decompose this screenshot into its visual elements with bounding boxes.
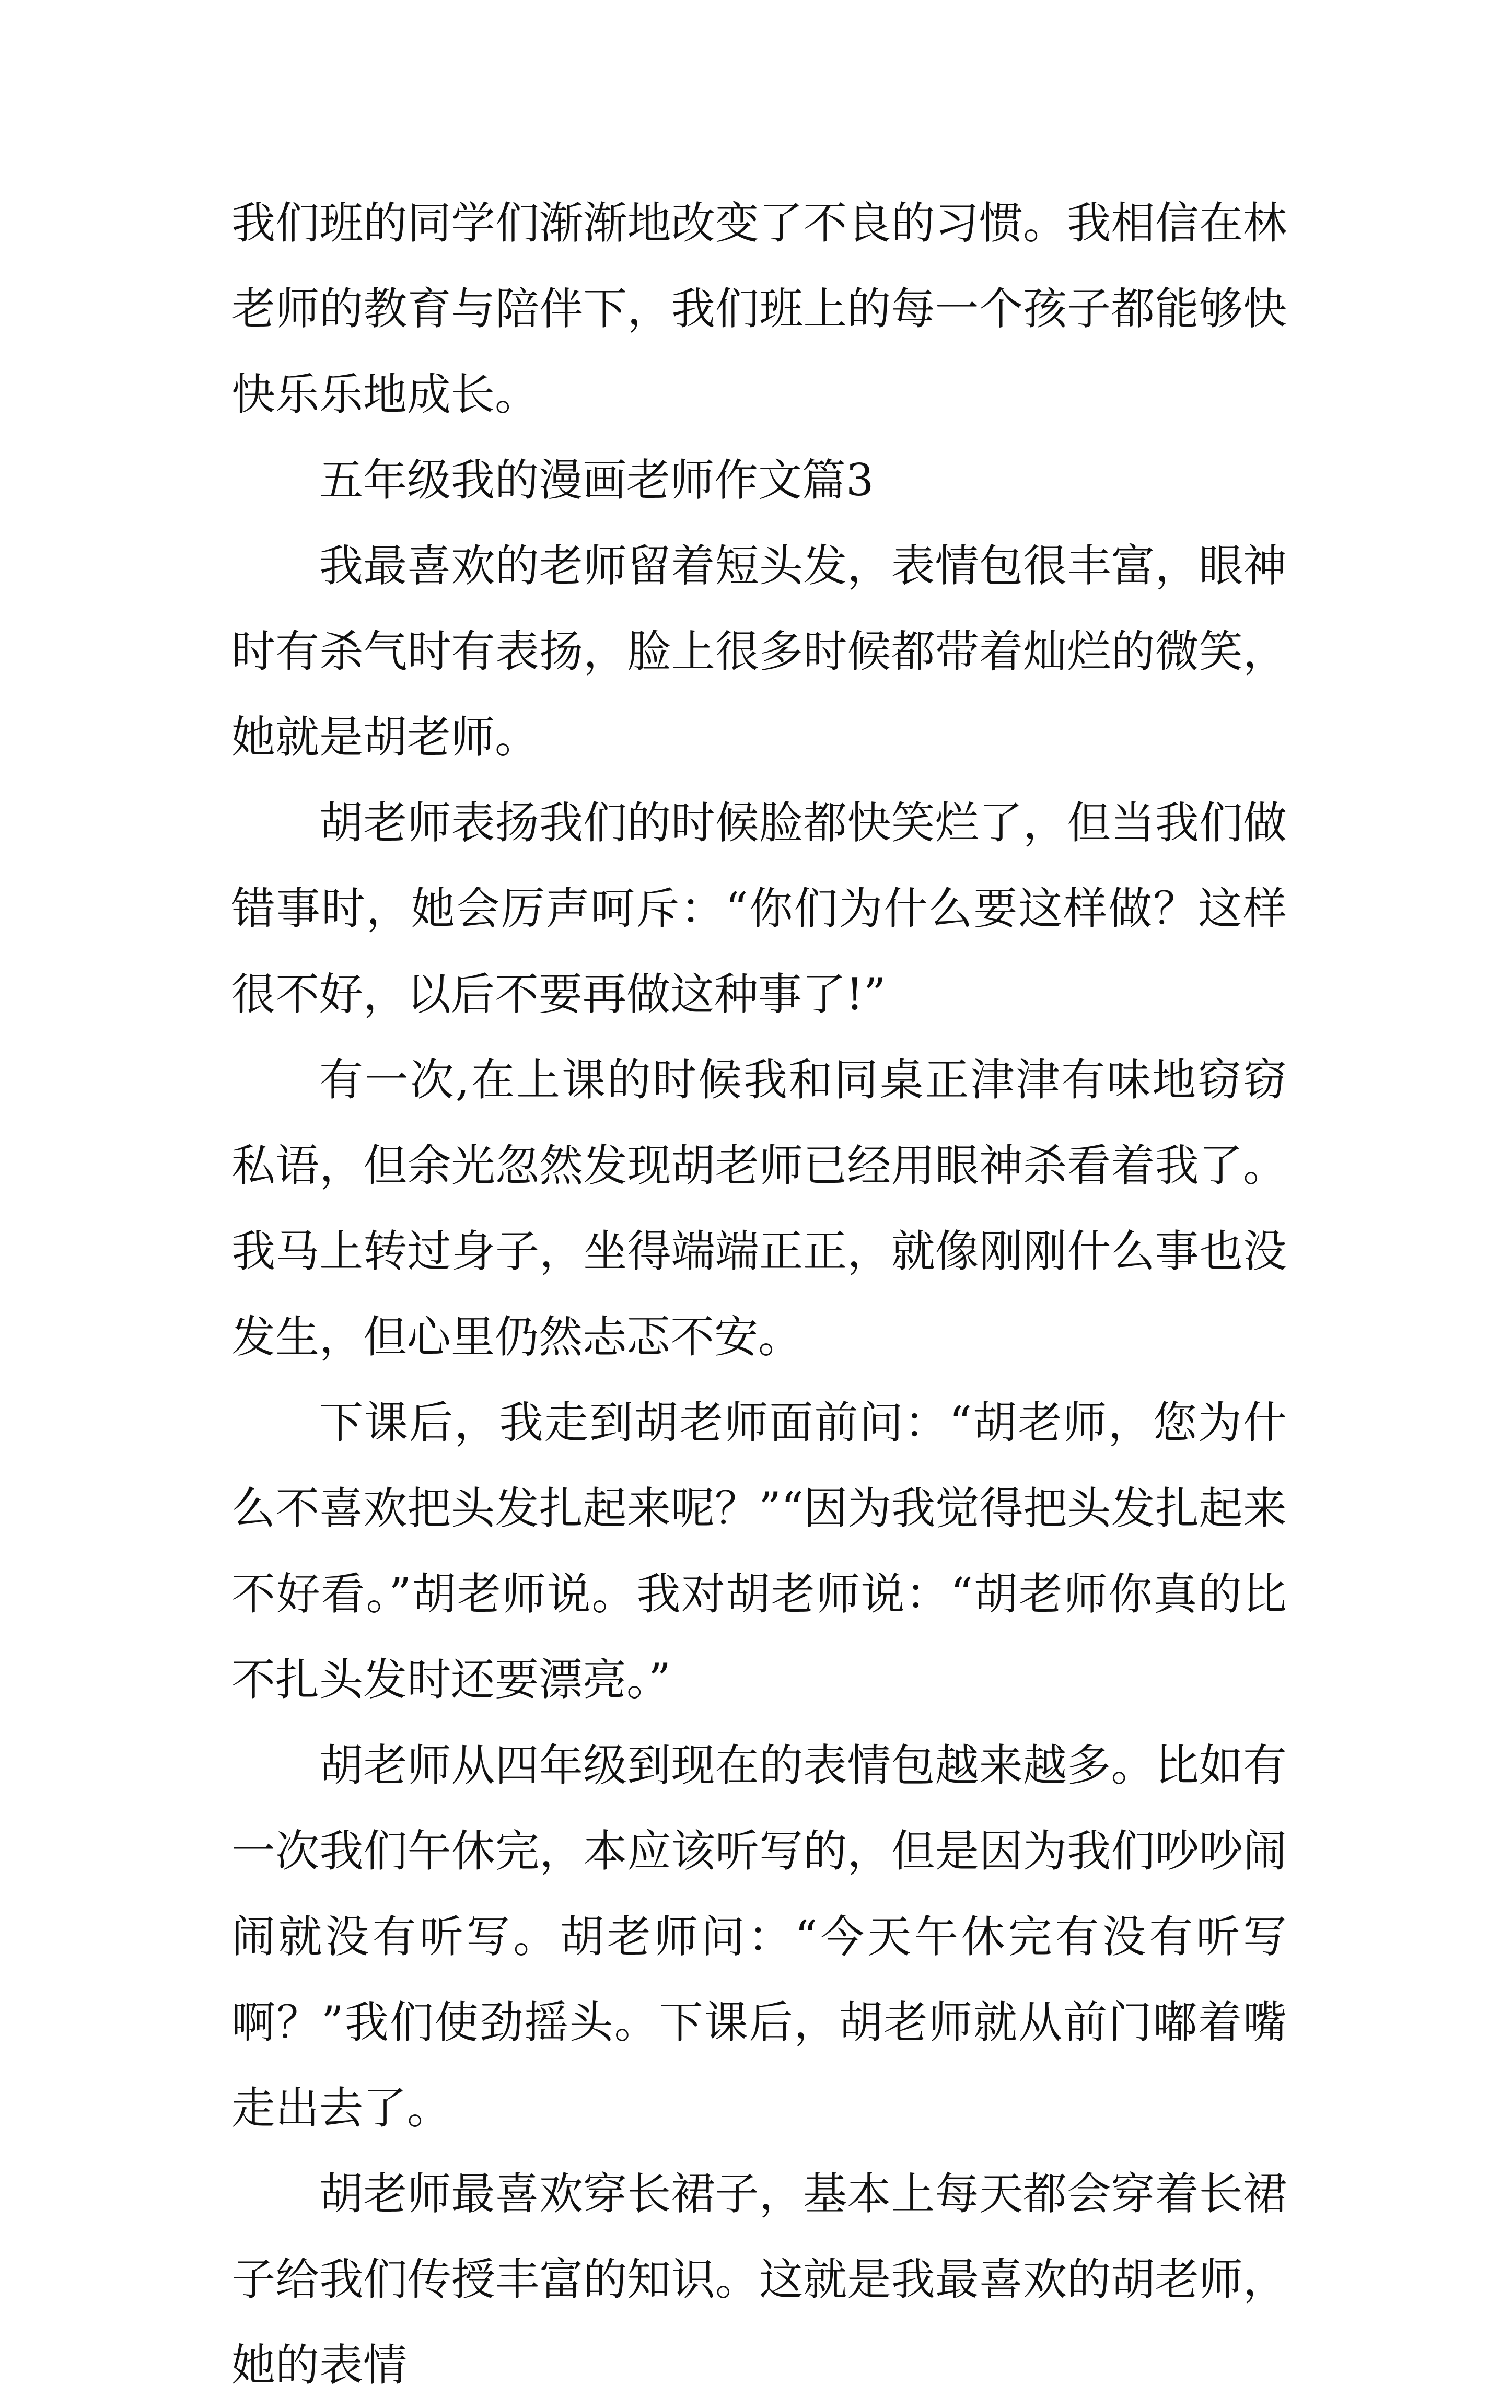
- paragraph-6: 胡老师从四年级到现在的表情包越来越多。比如有一次我们午休完，本应该听写的，但是因为我们吵吵闹闹就没有听写。胡老师问：“今天午休完有没有听写啊？”我们使劲摇头。下课后，胡老师就从前门嘟着嘴走出去了。: [231, 1740, 1287, 2134]
- paragraph-4: 有一次,在上课的时候我和同桌正津津有味地窃窃私语，但余光忽然发现胡老师已经用眼神杀看着我了。我马上转过身子，坐得端端正正，就像刚刚什么事也没发生，但心里仍然忐忑不安。: [231, 1054, 1287, 1363]
- paragraph-2: 我最喜欢的老师留着短头发，表情包很丰富，眼神时有杀气时有表扬，脸上很多时候都带着灿烂的微笑，她就是胡老师。: [231, 540, 1287, 763]
- paragraph-1: 我们班的同学们渐渐地改变了不良的习惯。我相信在林老师的教育与陪伴下，我们班上的每一个孩子都能够快快乐乐地成长。: [231, 197, 1287, 420]
- section-heading: 五年级我的漫画老师作文篇3: [319, 455, 874, 506]
- paragraph-3: 胡老师表扬我们的时候脸都快笑烂了，但当我们做错事时，她会厉声呵斥：“你们为什么要这样做？这样很不好，以后不要再做这种事了!”: [231, 797, 1287, 1020]
- paragraph-5: 下课后，我走到胡老师面前问：“胡老师，您为什么不喜欢把头发扎起来呢？”“因为我觉得把头发扎起来不好看。”胡老师说。我对胡老师说：“胡老师你真的比不扎头发时还要漂亮。”: [231, 1397, 1287, 1705]
- paragraph-7: 胡老师最喜欢穿长裙子，基本上每天都会穿着长裙子给我们传授丰富的知识。这就是我最喜欢的胡老师，她的表情: [231, 2168, 1287, 2391]
- document-body: [231, 180, 1287, 2408]
